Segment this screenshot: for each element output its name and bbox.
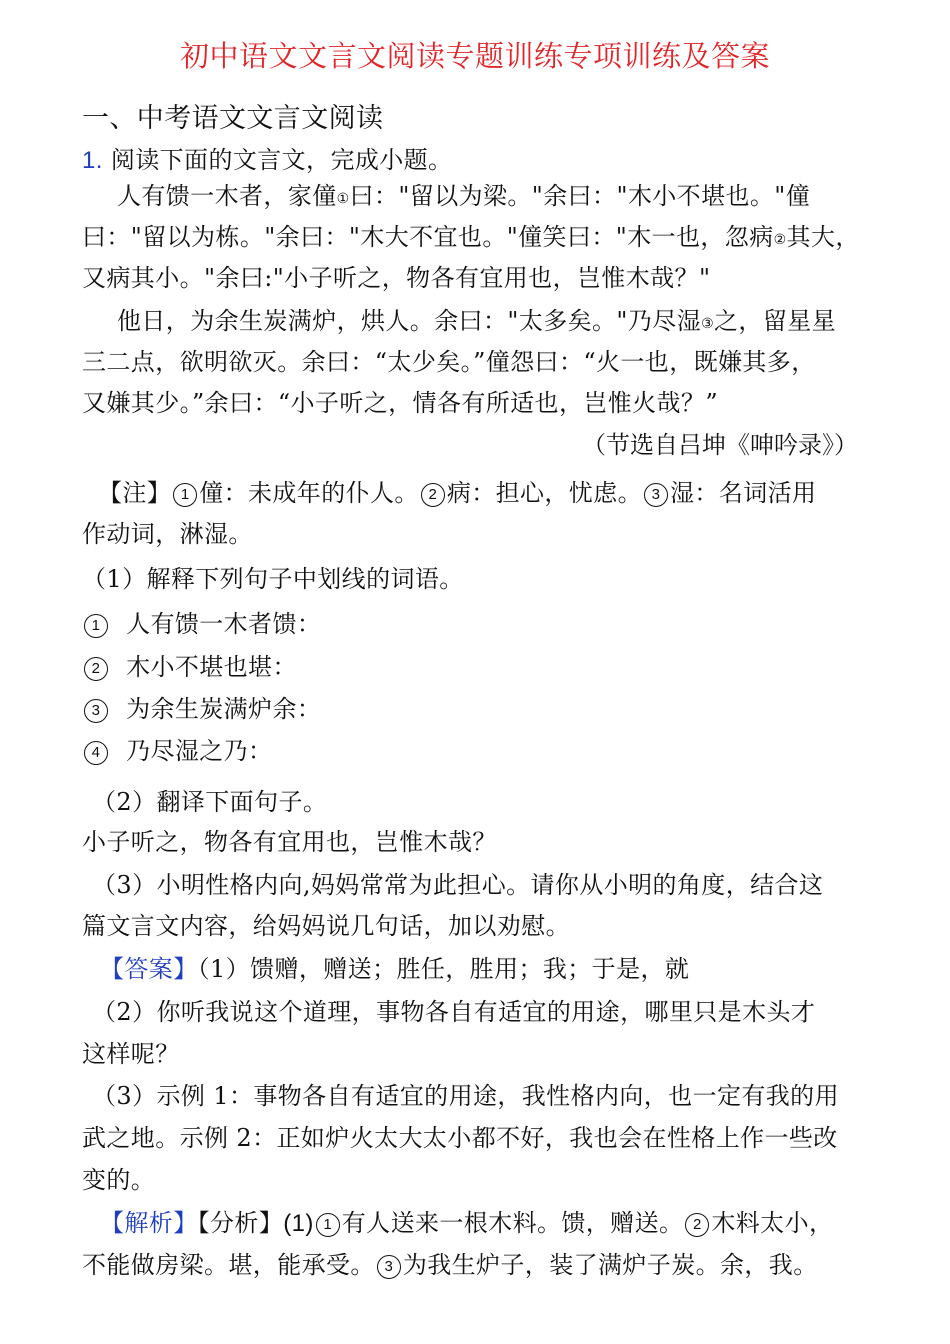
analysis-label: 【解析】 [100, 1209, 198, 1237]
question-prompt: 阅读下面的文言文，完成小题。 [110, 146, 453, 174]
analysis-item-number-1: 1 [316, 1213, 340, 1237]
answer-3-cont: 变的。 [82, 1166, 156, 1194]
sub-question-2-sentence: 小子听之，物各有宜用也，岂惟木哉？ [82, 828, 497, 856]
note-ref-2: ② [773, 232, 787, 248]
note-number-1: 1 [173, 483, 197, 507]
passage-line [117, 181, 810, 214]
page-title: 初中语文文言文阅读专题训练专项训练及答案 [179, 39, 770, 73]
answer-line [100, 954, 689, 984]
passage-text: 他日，为余生炭满炉，烘人。余曰："太多矣。"乃尽湿 [117, 307, 702, 335]
item-text: 为余生炭满炉余： [126, 695, 322, 723]
passage-text: 其大， [786, 223, 860, 251]
analysis-text: 不能做房梁。堪，能承受。 [82, 1251, 375, 1279]
note-number-2: 2 [421, 483, 445, 507]
notes-line: 作动词，淋湿。 [82, 520, 253, 548]
analysis-text: 为我生炉子，装了满炉子炭。余，我。 [402, 1251, 818, 1279]
item-text: 木小不堪也堪： [126, 653, 297, 681]
note-2: 病：担心，忧虑。 [446, 479, 643, 507]
item-text: 乃尽湿之乃： [126, 737, 273, 765]
answer-3: （3）示例 1：事物各自有适宜的用途，我性格内向，也一定有我的用 [92, 1082, 839, 1110]
analysis-line [82, 1250, 818, 1280]
sub-question-3-cont: 篇文言文内容，给妈妈说几句话，加以劝慰。 [82, 912, 570, 940]
answer-2-cont: 这样呢？ [82, 1040, 180, 1068]
sub-question-1: （1）解释下列句子中划线的词语。 [82, 565, 464, 593]
analysis-item-number-2: 2 [685, 1213, 709, 1237]
item-number: 4 [84, 741, 108, 765]
notes-line [98, 478, 816, 508]
list-item [82, 652, 297, 682]
passage-text: 之，留星星 [714, 307, 837, 335]
item-number: 2 [84, 657, 108, 681]
passage-source: （节选自吕坤《呻吟录》） [582, 431, 858, 459]
analysis-text: 木料太小， [711, 1209, 834, 1237]
analysis-number: (1) [283, 1210, 314, 1237]
passage-line [82, 222, 860, 255]
sub-question-3: （3）小明性格内向,妈妈常常为此担心。请你从小明的角度，结合这 [92, 871, 824, 899]
passage-line: 又嫌其少。”余曰：“小子听之，情各有所适也，岂惟火哉？” [82, 389, 719, 417]
list-item [82, 694, 321, 724]
answer-2: （2）你听我说这个道理，事物各自有适宜的用途，哪里只是木头才 [92, 998, 816, 1026]
passage-text: 曰："留以为栋。"余曰："木大不宜也。"僮笑曰："木一也，忽病 [82, 223, 774, 251]
analysis-tag: 【分析】 [197, 1209, 284, 1237]
note-number-3: 3 [644, 483, 668, 507]
analysis-item-number-3: 3 [377, 1255, 401, 1279]
list-item [82, 609, 321, 639]
item-text: 人有馈一木者馈： [126, 610, 322, 638]
note-3: 湿：名词活用 [670, 479, 817, 507]
analysis-line [100, 1208, 833, 1239]
answer-1: （1）馈赠，赠送；胜任，胜用；我；于是，就 [197, 955, 690, 983]
passage-text: 曰："留以为梁。"余曰："木小不堪也。"僮 [349, 182, 811, 210]
item-number: 3 [84, 699, 108, 723]
passage-line: 三二点，欲明欲灭。余曰：“太少矣。”僮怨曰：“火一也，既嫌其多， [82, 348, 816, 376]
list-item [82, 736, 272, 766]
notes-label: 【注】 [98, 479, 172, 507]
section-heading: 一、中考语文文言文阅读 [82, 103, 384, 134]
analysis-text: 有人送来一根木料。馈，赠送。 [341, 1209, 684, 1237]
answer-3-cont: 武之地。示例 2：正如炉火太大太小都不好，我也会在性格上作一些改 [82, 1124, 838, 1152]
answer-label: 【答案】 [100, 955, 198, 983]
passage-line: 又病其小。"余曰:"小子听之，物各有宜用也，岂惟木哉？" [82, 264, 711, 292]
passage-line [117, 306, 836, 339]
question-number: 1. [82, 147, 103, 174]
passage-text: 人有馈一木者，家僮 [117, 182, 337, 210]
sub-question-2: （2）翻译下面句子。 [92, 788, 328, 816]
item-number: 1 [84, 614, 108, 638]
note-ref-1: ① [336, 191, 350, 207]
question-prompt-line [82, 145, 452, 176]
note-ref-3: ③ [701, 316, 715, 332]
note-1: 僮：未成年的仆人。 [199, 479, 419, 507]
